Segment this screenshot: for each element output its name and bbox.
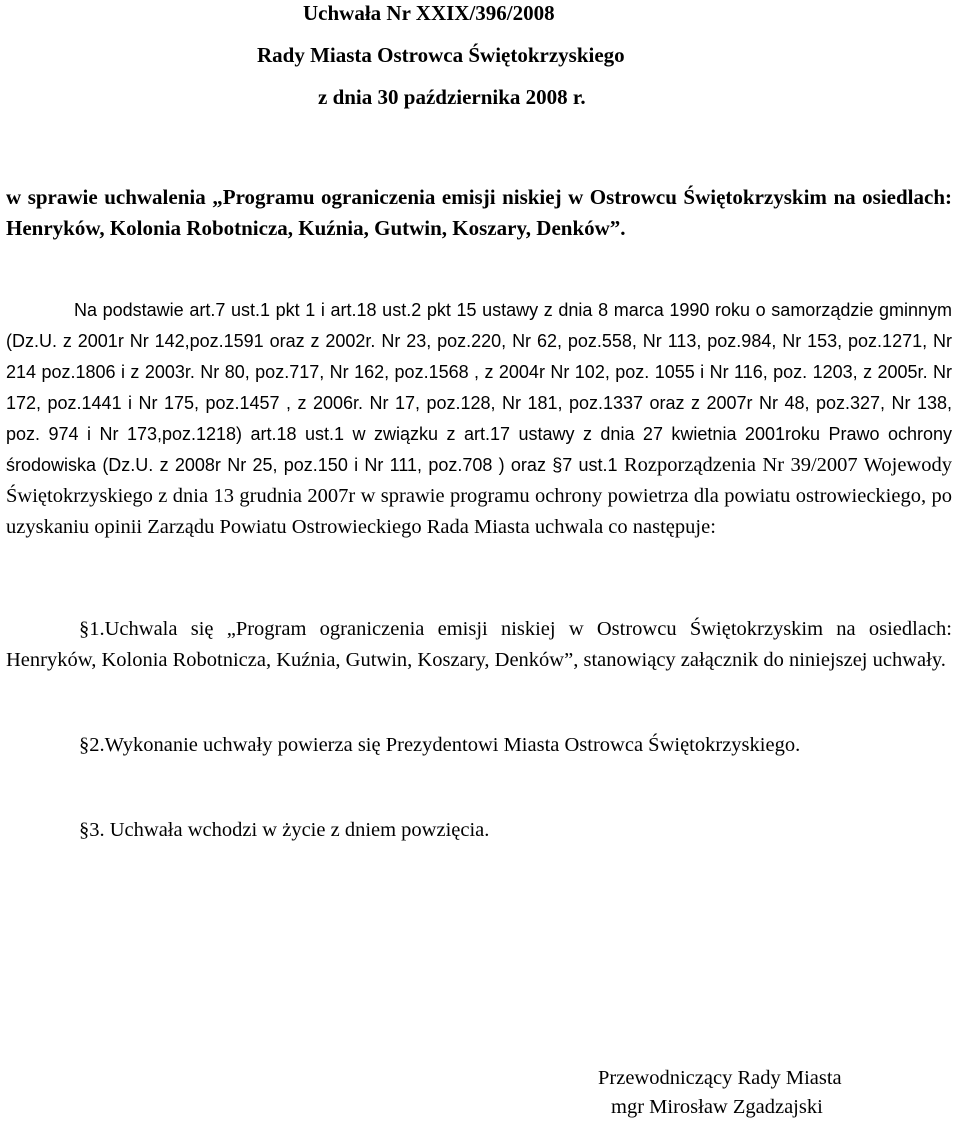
signature-name: mgr Mirosław Zgadzajski	[611, 1096, 823, 1118]
resolution-subject: w sprawie uchwalenia „Programu ograniczenia emisji niskiej w Ostrowcu Świętokrzyskim na osiedlach: Henryków, Kolonia Robotnicza, Kuźnia, Gutwin, Koszary, Denków”.	[6, 185, 952, 240]
signature-title: Przewodniczący Rady Miasta	[598, 1067, 842, 1089]
resolution-issuer: Rady Miasta Ostrowca Świętokrzyskiego	[257, 43, 625, 67]
resolution-date: z dnia 30 października 2008 r.	[318, 85, 586, 109]
legal-basis-text: Na podstawie art.7 ust.1 pkt 1 i art.18 ust.2 pkt 15 ustawy z dnia 8 marca 1990 roku o samorządzie gminnym (Dz.U. z 2001r Nr 142,poz.1591 oraz z 2002r. Nr 23, poz.220, Nr 62, poz.558, Nr 113, poz.984, Nr 153, poz.1271, Nr 214 poz.1806 i z 2003r. Nr 80, poz.717, Nr 162, poz.1568 , z 2004r Nr 102, poz. 1055 i Nr 116, poz. 1203, z 2005r. Nr 172, poz.1441 i Nr 175, poz.1457 , z 2006r. Nr 17, poz.128, Nr 181, poz.1337 oraz z 2007r Nr 48, poz.327, Nr 138, poz. 974 i Nr 173,poz.1218) art.18 ust.1 w związku z art.17 ustawy z dnia 27 kwietnia 2001roku Prawo ochrony środowiska (Dz.U. z 2008r Nr 25, poz.150 i Nr 111, poz.708 ) oraz §7 ust.1	[6, 300, 952, 475]
document-page	[6, 0, 956, 1121]
resolution-number: Uchwała Nr XXIX/396/2008	[303, 1, 555, 25]
signature-block	[598, 1064, 842, 1122]
legal-basis-text-continued: Rozporządzenia Nr 39/2007 Wojewody Świętokrzyskiego z dnia 13 grudnia 2007r w sprawie programu ochrony powietrza dla powiatu ostrowieckiego, po uzyskaniu opinii Zarządu Powiatu Ostrowieckiego Rada Miasta uchwala co następuje:	[6, 454, 952, 538]
paragraph-1: §1.Uchwala się „Program ograniczenia emisji niskiej w Ostrowcu Świętokrzyskim na osiedlach: Henryków, Kolonia Robotnicza, Kuźnia, Gutwin, Koszary, Denków”, stanowiący załącznik do niniejszej uchwały.	[6, 618, 952, 671]
paragraph-3: §3. Uchwała wchodzi w życie z dniem powzięcia.	[79, 819, 490, 841]
legal-basis-paragraph	[6, 295, 952, 543]
paragraph-2: §2.Wykonanie uchwały powierza się Prezydentowi Miasta Ostrowca Świętokrzyskiego.	[79, 734, 801, 756]
